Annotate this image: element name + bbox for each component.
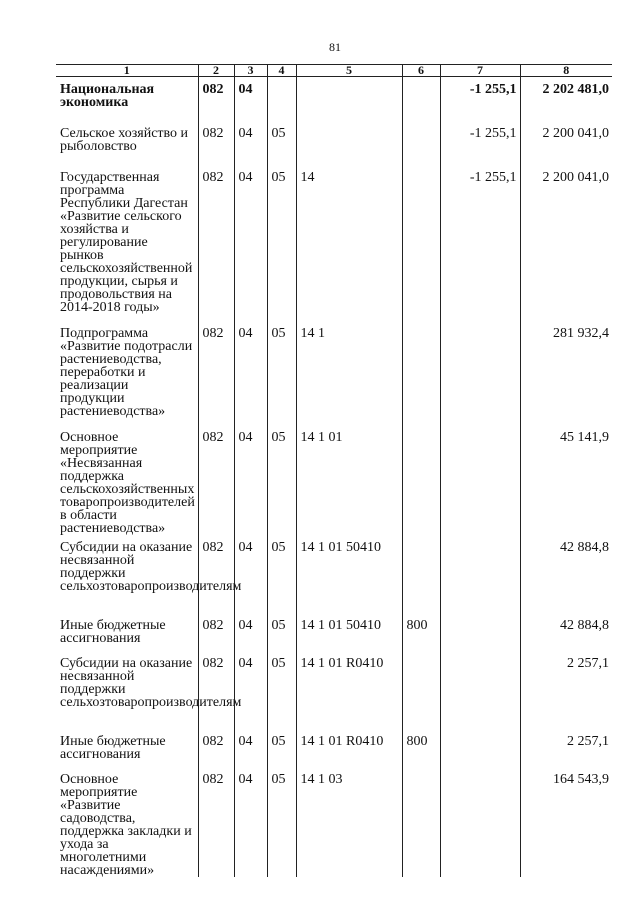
row-col-3: 04 — [234, 535, 267, 613]
row-col-6 — [402, 77, 440, 121]
row-col-2: 082 — [198, 121, 234, 165]
table-header-row — [56, 65, 612, 77]
row-name: Основное мероприятие «Развитие садоводства, поддержка закладки и ухода за многолетними насаждениями» — [60, 771, 192, 878]
row-name: Субсидии на оказание несвязанной поддержки сельхозтоваропроизводителям — [60, 655, 242, 710]
header-col-3: 3 — [234, 65, 267, 77]
row-col-3: 04 — [234, 729, 267, 767]
row-col-2: 082 — [198, 535, 234, 613]
row-col-4: 05 — [267, 729, 296, 767]
row-name: Государственная программа Республики Дагестан «Развитие сельского хозяйства и регулирование рынков сельскохозяйственной продукции, сырья и продовольствия на 2014-2018 годы» — [60, 169, 193, 315]
row-col-6 — [402, 767, 440, 877]
row-name: Национальная экономика — [60, 82, 155, 110]
row-col-6 — [402, 425, 440, 535]
row-col-5: 14 1 01 50410 — [296, 535, 402, 613]
row-col-7 — [440, 767, 520, 877]
row-col-2: 082 — [198, 165, 234, 321]
row-col-7 — [440, 651, 520, 729]
row-col-5 — [296, 121, 402, 165]
row-col-8: 2 200 041,0 — [520, 121, 612, 165]
row-col-5: 14 — [296, 165, 402, 321]
row-col-6: 800 — [402, 729, 440, 767]
row-name: Подпрограмма «Развитие подотрасли растениеводства, переработки и реализации продукции растениеводства» — [60, 325, 193, 419]
row-col-3: 04 — [234, 767, 267, 877]
row-col-2: 082 — [198, 321, 234, 425]
row-col-5: 14 1 01 R0410 — [296, 651, 402, 729]
row-col-7: -1 255,1 — [440, 165, 520, 321]
row-col-3: 04 — [234, 425, 267, 535]
header-col-2: 2 — [198, 65, 234, 77]
row-col-7: -1 255,1 — [440, 121, 520, 165]
table-row — [56, 165, 612, 321]
header-col-4: 4 — [267, 65, 296, 77]
row-col-6 — [402, 535, 440, 613]
row-col-3: 04 — [234, 651, 267, 729]
table-row — [56, 613, 612, 651]
row-name: Субсидии на оказание несвязанной поддержки сельхозтоваропроизводителям — [60, 539, 242, 594]
row-col-8: 42 884,8 — [520, 535, 612, 613]
row-col-4: 05 — [267, 651, 296, 729]
row-col-5 — [296, 77, 402, 121]
row-col-4: 05 — [267, 321, 296, 425]
header-col-8: 8 — [520, 65, 612, 77]
row-col-4: 05 — [267, 165, 296, 321]
row-col-5: 14 1 01 — [296, 425, 402, 535]
row-col-8: 2 200 041,0 — [520, 165, 612, 321]
row-col-5: 14 1 03 — [296, 767, 402, 877]
table-row — [56, 77, 612, 121]
row-col-4: 05 — [267, 425, 296, 535]
row-col-8: 45 141,9 — [520, 425, 612, 535]
budget-table — [56, 64, 612, 877]
table-row — [56, 767, 612, 877]
row-col-2: 082 — [198, 425, 234, 535]
row-col-7 — [440, 535, 520, 613]
row-col-2: 082 — [198, 729, 234, 767]
row-col-3: 04 — [234, 321, 267, 425]
row-col-7 — [440, 613, 520, 651]
row-col-6 — [402, 121, 440, 165]
table-row — [56, 425, 612, 535]
row-name: Основное мероприятие «Несвязанная поддержка сельскохозяйственных товаропроизводителей в области растениеводства» — [60, 429, 195, 536]
row-col-7: -1 255,1 — [440, 77, 520, 121]
row-col-7 — [440, 729, 520, 767]
row-col-6 — [402, 321, 440, 425]
header-col-5: 5 — [296, 65, 402, 77]
row-col-3: 04 — [234, 165, 267, 321]
row-col-5: 14 1 01 50410 — [296, 613, 402, 651]
row-col-3: 04 — [234, 613, 267, 651]
table-row — [56, 535, 612, 613]
row-col-4 — [267, 77, 296, 121]
table-row — [56, 651, 612, 729]
row-col-6 — [402, 651, 440, 729]
table-row — [56, 321, 612, 425]
header-col-7: 7 — [440, 65, 520, 77]
table-row — [56, 121, 612, 165]
row-col-3: 04 — [234, 77, 267, 121]
row-col-5: 14 1 — [296, 321, 402, 425]
row-col-8: 2 257,1 — [520, 729, 612, 767]
row-col-8: 281 932,4 — [520, 321, 612, 425]
row-col-4: 05 — [267, 767, 296, 877]
row-col-2: 082 — [198, 767, 234, 877]
row-name: Иные бюджетные ассигнования — [60, 617, 166, 646]
table-row — [56, 729, 612, 767]
row-name: Сельское хозяйство и рыболовство — [60, 125, 189, 154]
row-col-3: 04 — [234, 121, 267, 165]
row-col-8: 164 543,9 — [520, 767, 612, 877]
row-col-4: 05 — [267, 121, 296, 165]
row-col-2: 082 — [198, 651, 234, 729]
row-col-8: 2 202 481,0 — [520, 77, 612, 121]
header-col-6: 6 — [402, 65, 440, 77]
page-number: 81 — [329, 40, 341, 54]
header-col-1: 1 — [56, 65, 198, 77]
row-col-7 — [440, 425, 520, 535]
row-col-8: 42 884,8 — [520, 613, 612, 651]
row-col-2: 082 — [198, 77, 234, 121]
row-col-5: 14 1 01 R0410 — [296, 729, 402, 767]
row-name: Иные бюджетные ассигнования — [60, 733, 166, 762]
row-col-6: 800 — [402, 613, 440, 651]
row-col-4: 05 — [267, 535, 296, 613]
row-col-2: 082 — [198, 613, 234, 651]
row-col-7 — [440, 321, 520, 425]
row-col-4: 05 — [267, 613, 296, 651]
row-col-6 — [402, 165, 440, 321]
row-col-8: 2 257,1 — [520, 651, 612, 729]
